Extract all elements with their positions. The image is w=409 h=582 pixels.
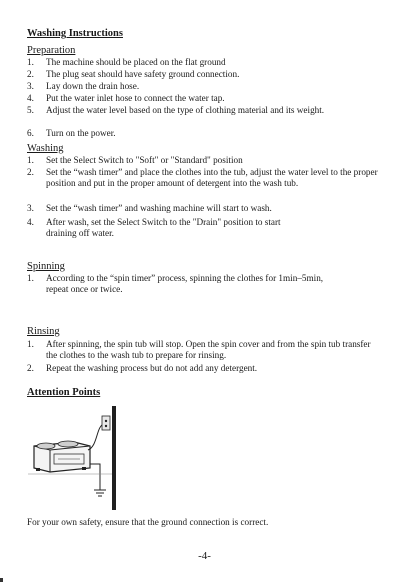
rinsing-heading: Rinsing [27, 326, 60, 337]
item-text: Repeat the washing process but do not add any detergent. [46, 363, 258, 373]
page-number: -4- [198, 550, 211, 562]
item-number: 1. [27, 273, 34, 283]
item-number: 3. [27, 81, 34, 91]
safety-note: For your own safety, ensure that the ground connection is correct. [27, 517, 269, 527]
page-corner-mark [0, 578, 3, 582]
item-text: Turn on the power. [46, 128, 116, 138]
washing-heading: Washing [27, 143, 64, 154]
wall-socket-icon [102, 416, 110, 430]
item-text: Set the “wash timer” and washing machine will start to wash. [46, 203, 272, 213]
item-number: 2. [27, 167, 34, 177]
item-number: 4. [27, 93, 34, 103]
item-text: Lay down the drain hose. [46, 81, 140, 91]
page-title: Washing Instructions [27, 28, 123, 39]
item-text: The machine should be placed on the flat ground [46, 57, 226, 67]
preparation-heading: Preparation [27, 45, 76, 56]
ground-wire-icon [90, 464, 100, 490]
item-text: Set the “wash timer” and place the clothes into the tub, adjust the water level to the proper position and put in the proper amount of detergent into the wash tub. [46, 167, 378, 189]
item-text: Set the Select Switch to "Soft" or "Standard" position [46, 155, 243, 165]
item-number: 4. [27, 217, 34, 227]
item-number: 3. [27, 203, 34, 213]
item-number: 2. [27, 363, 34, 373]
wall-icon [112, 406, 116, 510]
spinning-heading: Spinning [27, 261, 65, 272]
item-number: 6. [27, 128, 34, 138]
item-number: 2. [27, 69, 34, 79]
washing-machine-grounding-illustration [28, 406, 122, 510]
item-text: The plug seat should have safety ground connection. [46, 69, 240, 79]
item-number: 1. [27, 57, 34, 67]
item-number: 1. [27, 155, 34, 165]
item-text: Put the water inlet hose to connect the water tap. [46, 93, 225, 103]
item-text: According to the “spin timer” process, spinning the clothes for 1min–5min, repeat once or twice. [46, 273, 324, 295]
item-number: 5. [27, 105, 34, 115]
item-number: 1. [27, 339, 34, 349]
attention-heading: Attention Points [27, 387, 101, 398]
item-text: After spinning, the spin tub will stop. Open the spin cover and from the spin tub transfer the clothes to the wash tub to prepare for rinsing. [46, 339, 371, 361]
item-text: Adjust the water level based on the type of clothing material and its weight. [46, 105, 325, 115]
item-text: After wash, set the Select Switch to the "Drain" position to start draining off water. [46, 217, 281, 239]
